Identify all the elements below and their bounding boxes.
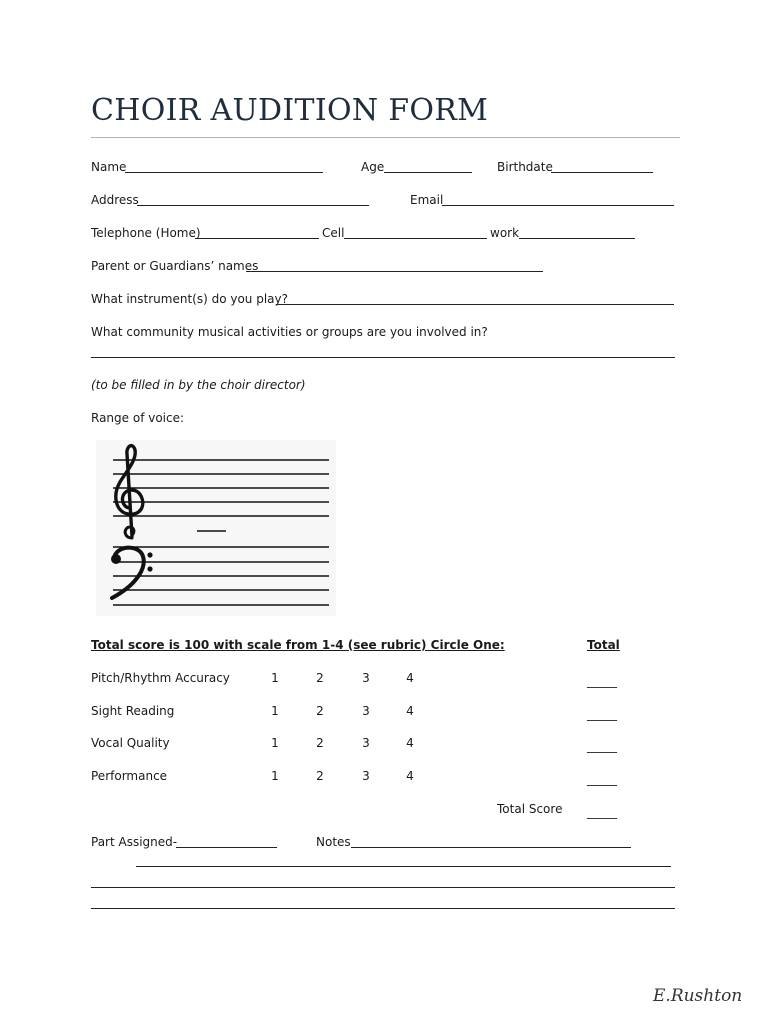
score-option-4[interactable]: 4 xyxy=(406,671,414,685)
score-option-2[interactable]: 2 xyxy=(316,671,324,685)
notes-field[interactable] xyxy=(351,847,631,848)
notes-line[interactable] xyxy=(136,866,671,867)
score-option-1[interactable]: 1 xyxy=(271,736,279,750)
score-option-4[interactable]: 4 xyxy=(406,704,414,718)
score-option-2[interactable]: 2 xyxy=(316,769,324,783)
instrument-label: What instrument(s) do you play? xyxy=(91,292,289,306)
score-header: Total score is 100 with scale from 1-4 (see rubric) Circle One: xyxy=(91,638,505,652)
cell-field[interactable] xyxy=(344,238,487,239)
instrument-field[interactable] xyxy=(276,304,674,305)
score-total-blank[interactable]: _____ xyxy=(587,674,617,688)
score-option-4[interactable]: 4 xyxy=(406,736,414,750)
score-row-label: Vocal Quality xyxy=(91,736,170,750)
part-assigned-label: Part Assigned- xyxy=(91,835,178,849)
birthdate-label: Birthdate xyxy=(497,160,553,174)
total-header: Total xyxy=(587,638,620,652)
score-option-1[interactable]: 1 xyxy=(271,704,279,718)
score-option-2[interactable]: 2 xyxy=(316,704,324,718)
score-option-2[interactable]: 2 xyxy=(316,736,324,750)
page-title: CHOIR AUDITION FORM xyxy=(91,93,489,128)
score-option-3[interactable]: 3 xyxy=(362,671,370,685)
age-field[interactable] xyxy=(384,172,472,173)
guardians-label: Parent or Guardians’ names xyxy=(91,259,259,273)
email-label: Email xyxy=(410,193,444,207)
score-option-3[interactable]: 3 xyxy=(362,704,370,718)
telephone-home-field[interactable] xyxy=(195,238,319,239)
name-label: Name xyxy=(91,160,127,174)
work-field[interactable] xyxy=(519,238,635,239)
score-row-label: Sight Reading xyxy=(91,704,175,718)
guardians-field[interactable] xyxy=(246,271,543,272)
score-option-3[interactable]: 3 xyxy=(362,736,370,750)
address-field[interactable] xyxy=(137,205,369,206)
age-label: Age xyxy=(361,160,385,174)
notes-line[interactable] xyxy=(91,908,675,909)
cell-label: Cell xyxy=(322,226,345,240)
community-field[interactable] xyxy=(91,357,675,358)
notes-label: Notes xyxy=(316,835,351,849)
score-total-blank[interactable]: _____ xyxy=(587,739,617,753)
address-label: Address xyxy=(91,193,139,207)
community-label: What community musical activities or groups are you involved in? xyxy=(91,325,488,339)
score-row-label: Pitch/Rhythm Accuracy xyxy=(91,671,230,685)
score-row-label: Performance xyxy=(91,769,168,783)
score-option-4[interactable]: 4 xyxy=(406,769,414,783)
voice-range-staff xyxy=(96,440,336,616)
score-option-3[interactable]: 3 xyxy=(362,769,370,783)
name-field[interactable] xyxy=(125,172,323,173)
telephone-home-label: Telephone (Home) xyxy=(91,226,201,240)
score-option-1[interactable]: 1 xyxy=(271,769,279,783)
director-note: (to be filled in by the choir director) xyxy=(91,378,306,392)
notes-line[interactable] xyxy=(91,887,675,888)
work-label: work xyxy=(490,226,520,240)
part-assigned-field[interactable] xyxy=(176,847,277,848)
title-divider xyxy=(91,137,680,138)
range-label: Range of voice: xyxy=(91,411,185,425)
total-score-label: Total Score xyxy=(497,802,563,816)
birthdate-field[interactable] xyxy=(551,172,653,173)
total-score-blank[interactable]: _____ xyxy=(587,805,617,819)
score-option-1[interactable]: 1 xyxy=(271,671,279,685)
score-total-blank[interactable]: _____ xyxy=(587,707,617,721)
email-field[interactable] xyxy=(442,205,674,206)
author-signature: E.Rushton xyxy=(653,986,743,1006)
score-total-blank[interactable]: _____ xyxy=(587,772,617,786)
